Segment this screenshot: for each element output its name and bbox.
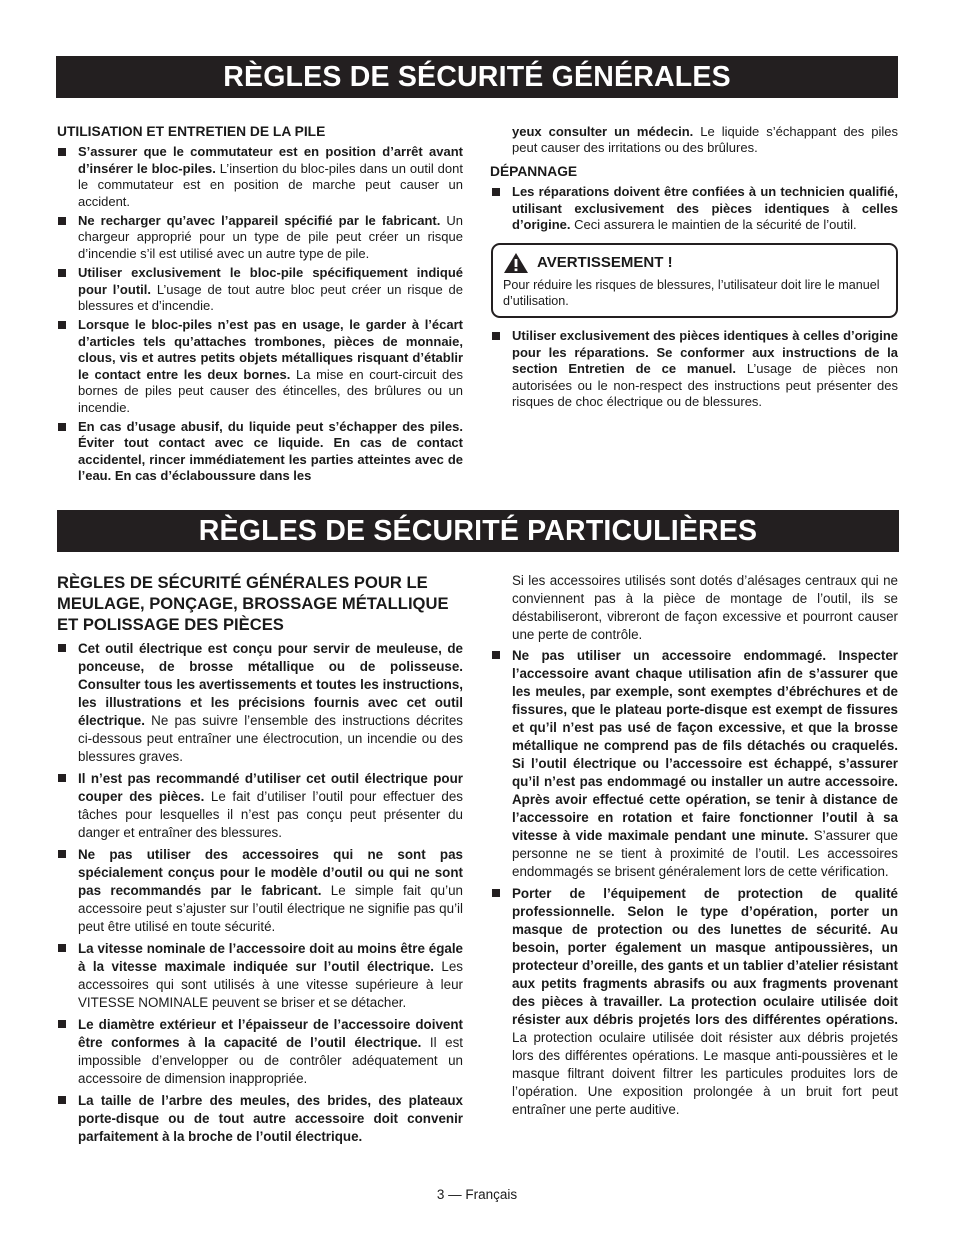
section-title-general-rules: RÈGLES DE SÉCURITÉ GÉNÉRALES xyxy=(56,56,898,98)
repair-list xyxy=(491,184,898,233)
bullet-square-icon xyxy=(58,850,66,858)
bullet-square-icon xyxy=(58,1020,66,1028)
item-bold-text: Ne pas utiliser des accessoires qui ne sont pas spécialement conçus pour le modèle d’outil ou qui ne sont pas recommandés par le fabricant. xyxy=(78,847,463,898)
list-item xyxy=(57,940,463,1012)
bullet-square-icon xyxy=(58,1096,66,1104)
item-bold-text: Porter de l’équipement de protection de qualité professionnelle. Selon le type d’opération, porter un masque de protection ou des lunettes de sécurité. Au besoin, porter également un masque antipoussières, un protecteur d’oreille, des gants et un tablier d’atelier résistant aux petits fragments abrasifs ou aux fragments provenant des pièces à travailler. La protection oculaire utilisée doit résister aux débris projetés lors des différentes opérations. xyxy=(512,886,898,1027)
section1-left-column xyxy=(57,124,463,488)
warning-triangle-icon xyxy=(503,252,529,274)
item-text: Ceci assurera le maintien de la sécurité de l’outil. xyxy=(570,217,857,233)
grinding-list-left xyxy=(57,640,463,1146)
bullet-square-icon xyxy=(58,269,66,277)
item-text: Il est impossible d’envelopper ou de contrôler adéquatement un accessoire de dimension inappropriée. xyxy=(78,1035,463,1086)
after-warning-list xyxy=(491,328,898,410)
item-text: La mise en court-circuit des bornes de piles peut causer des étincelles, des brûlures ou un incendie. xyxy=(78,366,463,415)
item-bold-text: Il n’est pas recommandé d’utiliser cet outil électrique pour couper des pièces. xyxy=(78,771,463,804)
item-bold-text: Lorsque le bloc-piles n’est pas en usage, le garder à l’écart d’articles tels qu’attaches trombones, pièces de monnaie, clous, vis et autres petits objets métalliques risquant d’établir le contact entre les deux bornes. xyxy=(78,317,463,382)
repair-heading: DÉPANNAGE xyxy=(490,163,578,179)
list-item xyxy=(491,647,898,881)
bullet-square-icon xyxy=(58,321,66,329)
list-item xyxy=(57,213,463,262)
item-bold-text: Les réparations doivent être confiées à un technicien qualifié, utilisant exclusivement des pièces identiques à celles d’origine. xyxy=(512,184,898,233)
warning-box xyxy=(491,243,898,318)
item-bold-text: Le diamètre extérieur et l’épaisseur de l’accessoire doivent être conformes à la capacité de l’outil électrique. xyxy=(78,1017,463,1050)
item-text: L’usage de tout autre bloc peut créer un risque de blessures et d’incendie. xyxy=(78,281,463,314)
item-bold-text: S’assurer que le commutateur est en position d’arrêt avant d’insérer le bloc-piles. xyxy=(78,144,463,176)
item-bold-text: Utiliser exclusivement le bloc-pile spécifiquement indiqué pour l’outil. xyxy=(78,265,463,297)
bullet-square-icon xyxy=(492,332,500,340)
item-text: S’assurer que personne ne se tient à proximité de l’outil. Les accessoires endommagés se brisent généralement lors de cette vérification. xyxy=(512,828,898,879)
item-text: L’usage de pièces non autorisées ou le non-respect des instructions peut présenter des risques de choc électrique ou de blessures. xyxy=(512,361,898,410)
list-item xyxy=(57,265,463,314)
item-bold-text: Utiliser exclusivement des pièces identiques à celles d’origine pour les réparations. Se conformer aux instructions de la section Entretien de ce manuel. xyxy=(512,328,898,377)
bullet-square-icon xyxy=(58,944,66,952)
warning-title: AVERTISSEMENT ! xyxy=(503,252,888,274)
list-item xyxy=(57,1016,463,1088)
item-text: Ne pas suivre l’ensemble des instructions décrites ci-dessous peut entraîner une électrocution, un incendie ou des blessures graves. xyxy=(78,713,463,764)
bullet-square-icon xyxy=(58,217,66,225)
item-bold-text: Ne pas utiliser un accessoire endommagé. Inspecter l’accessoire avant chaque utilisation afin de s’assurer que les meules, par exemple, sont exemptes d’ébréchures et de fissures, que le plateau porte-disque est exempt de fissures et qu’il n’est pas usé de façon excessive, et que la brosse métallique ne comprend pas de fils détachés ou craquelés. Si l’outil électrique ou l’accessoire est échappé, s’assurer qu’il n’est pas endommagé ou installer un autre accessoire. Après avoir effectué cette opération, se tenir à distance de l’accessoire en rotation et faire fonctionner l’outil à sa vitesse à vide maximale pendant une minute. xyxy=(512,648,898,843)
item-bold-text: La taille de l’arbre des meules, des brides, des plateaux porte-disque ou de tout autre accessoire doit convenir parfaitement à la broche de l’outil électrique. xyxy=(78,1093,463,1144)
list-item xyxy=(57,1092,463,1146)
bullet-square-icon xyxy=(58,423,66,431)
bullet-square-icon xyxy=(492,651,500,659)
item-bold-text: En cas d’usage abusif, du liquide peut s’échapper des piles. Éviter tout contact avec ce liquide. En cas de contact accidentel, rincer immédiatement les parties atteintes avec de l’eau. En cas d’éclaboussure dans les xyxy=(78,418,463,484)
section1-right-column xyxy=(490,124,898,413)
section2-right-column xyxy=(491,572,898,1123)
list-item xyxy=(57,144,463,210)
item-text: Le fait d’utiliser l’outil pour effectuer des tâches pour lesquelles il n’est pas conçu peut présenter du danger et entraîner des blessures. xyxy=(78,789,463,840)
list-item xyxy=(57,419,463,485)
list-item xyxy=(57,640,463,766)
item-text: Un chargeur approprié pour un type de pile peut créer un risque d’incendie s’il est utilisé avec un autre type de pile. xyxy=(78,213,463,261)
grinding-list-right xyxy=(491,647,898,1119)
grinding-continuation: Si les accessoires utilisés sont dotés d’alésages centraux qui ne conviennent pas à la pièce de montage de l’outil, ils se déstabiliseront, vibreront de façon excessive et pourront causer une perte de contrôle. xyxy=(512,573,898,642)
page-footer: 3 — Français xyxy=(436,1187,518,1202)
list-item xyxy=(57,846,463,936)
bullet-square-icon xyxy=(58,774,66,782)
battery-list xyxy=(57,144,463,484)
section-title-particular-rules: RÈGLES DE SÉCURITÉ PARTICULIÈRES xyxy=(57,510,899,552)
bullet-square-icon xyxy=(58,148,66,156)
item-bold-text: La vitesse nominale de l’accessoire doit au moins être égale à la vitesse maximale indiquée sur l’outil électrique. xyxy=(78,941,463,974)
item-bold-text: Ne recharger qu’avec l’appareil spécifié par le fabricant. xyxy=(78,213,441,229)
battery-heading: UTILISATION ET ENTRETIEN DE LA PILE xyxy=(57,124,326,139)
item-text: L’insertion du bloc-piles dans un outil dont le commutateur est en position de marche peut causer un accident. xyxy=(78,160,463,209)
bullet-square-icon xyxy=(492,188,500,196)
section2-left-column xyxy=(57,572,463,1150)
warning-text: Pour réduire les risques de blessures, l’utilisateur doit lire le manuel d’utilisation. xyxy=(503,278,880,309)
battery-continuation: yeux consulter un médecin. Le liquide s’échappant des piles peut causer des irritations ou des brûlures. xyxy=(512,124,898,156)
item-text: Les accessoires qui sont utilisés à une vitesse supérieure à leur VITESSE NOMINALE peuvent se briser et se détacher. xyxy=(78,959,463,1010)
list-item xyxy=(491,328,898,410)
item-bold-text: Cet outil électrique est conçu pour servir de meuleuse, de ponceuse, de brosse métallique ou de polisseuse. Consulter tous les avertissements et toutes les instructions, les illustrations et les précisions fournis avec cet outil électrique. xyxy=(78,641,463,728)
bullet-square-icon xyxy=(58,644,66,652)
list-item xyxy=(491,885,898,1119)
bullet-square-icon xyxy=(492,889,500,897)
grinding-heading: RÈGLES DE SÉCURITÉ GÉNÉRALES POUR LE MEULAGE, PONÇAGE, BROSSAGE MÉTALLIQUE ET POLISSAGE DES PIÈCES xyxy=(57,573,449,634)
item-text: Le simple fait qu’un accessoire peut s’ajuster sur l’outil électrique ne signifie pas qu’il peut être utilisé en toute sécurité. xyxy=(78,883,463,934)
item-text: La protection oculaire utilisée doit résister aux débris projetés lors des différentes opérations. Le masque anti-poussières et le masque filtrant doivent filtrer les particules produites lors de l’opération. Une exposition prolongée à un bruit fort peut entraîner une perte auditive. xyxy=(512,1030,898,1117)
list-item xyxy=(491,184,898,233)
list-item xyxy=(57,317,463,415)
list-item xyxy=(57,770,463,842)
